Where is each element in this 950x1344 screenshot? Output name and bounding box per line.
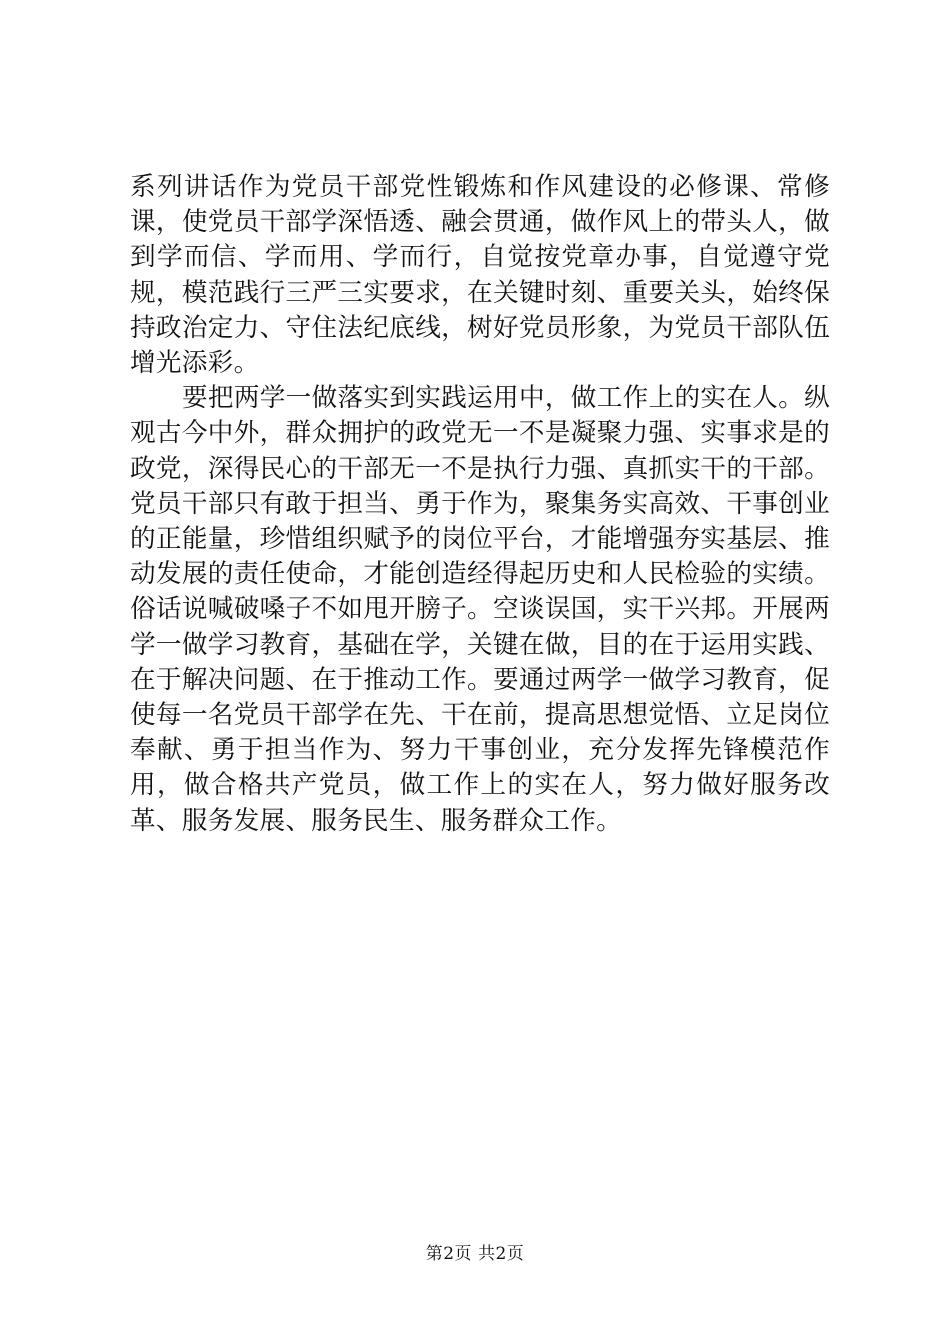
document-body xyxy=(130,170,830,839)
page-footer: 第2页 共2页 xyxy=(425,1244,525,1264)
body-paragraph-1: 系列讲话作为党员干部党性锻炼和作风建设的必修课、常修课，使党员干部学深悟透、融会贯通，做作风上的带头人，做到学而信、学而用、学而行，自觉按党章办事，自觉遵守党规，模范践行三严三实要求，在关键时刻、重要关头，始终保持政治定力、守住法纪底线，树好党员形象，为党员干部队伍增光添彩。 xyxy=(130,172,830,379)
body-paragraph-2: 要把两学一做落实到实践运用中，做工作上的实在人。纵观古今中外，群众拥护的政党无一不是凝聚力强、实事求是的政党，深得民心的干部无一不是执行力强、真抓实干的干部。党员干部只有敢于担当、勇于作为，聚集务实高效、干事创业的正能量，珍惜组织赋予的岗位平台，才能增强夯实基层、推动发展的责任使命，才能创造经得起历史和人民检验的实绩。俗话说喊破嗓子不如甩开膀子。空谈误国，实干兴邦。开展两学一做学习教育，基础在学，关键在做，目的在于运用实践、在于解决问题、在于推动工作。要通过两学一做学习教育，促使每一名党员干部学在先、干在前，提高思想觉悟、立足岗位奉献、勇于担当作为、努力干事创业，充分发挥先锋模范作用，做合格共产党员，做工作上的实在人，努力做好服务改革、服务发展、服务民生、服务群众工作。 xyxy=(130,383,830,836)
